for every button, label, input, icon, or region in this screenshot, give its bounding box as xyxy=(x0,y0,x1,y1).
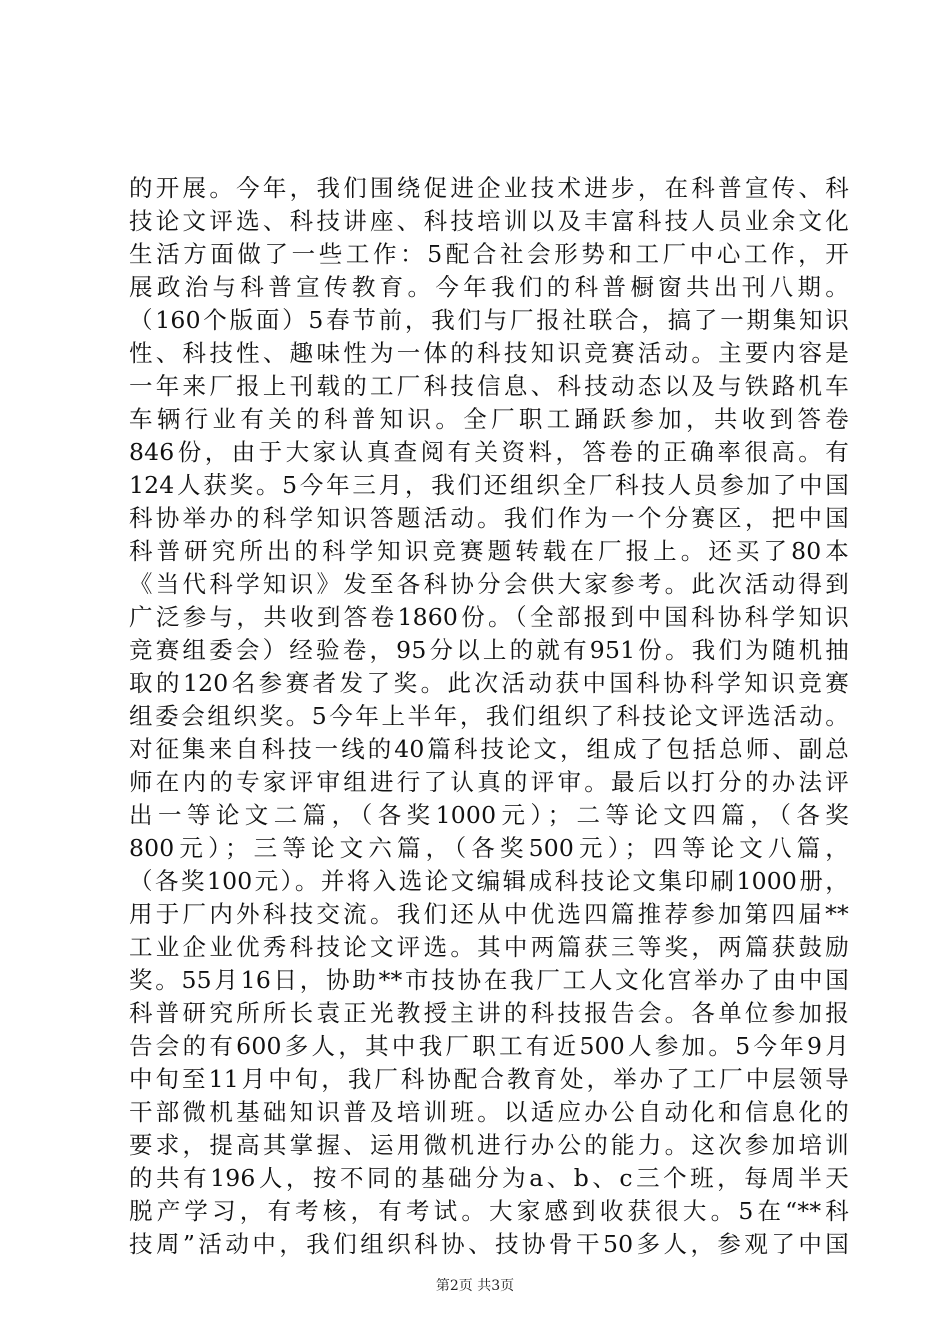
text-line: 科协举办的科学知识答题活动。我们作为一个分赛区，把中国 xyxy=(129,504,849,532)
text-line: 出一等论文二篇，（各奖1000元）；二等论文四篇，（各奖 xyxy=(129,801,849,829)
text-line: 的开展。今年，我们围绕促进企业技术进步，在科普宣传、科 xyxy=(129,174,849,202)
text-line: 科普研究所所长袁正光教授主讲的科技报告会。各单位参加报 xyxy=(129,999,849,1027)
text-line: 技周”活动中，我们组织科协、技协骨干50多人，参观了中国 xyxy=(129,1230,849,1258)
text-line: 《当代科学知识》发至各科协分会供大家参考。此次活动得到 xyxy=(129,570,849,598)
text-line: 技论文评选、科技讲座、科技培训以及丰富科技人员业余文化 xyxy=(129,207,849,235)
body-text xyxy=(129,172,849,1261)
text-line: 846份，由于大家认真查阅有关资料，答卷的正确率很高。有 xyxy=(129,438,849,466)
text-line: 干部微机基础知识普及培训班。以适应办公自动化和信息化的 xyxy=(129,1098,849,1126)
text-line: 取的120名参赛者发了奖。此次活动获中国科协科学知识竞赛 xyxy=(129,669,849,697)
text-line: 要求，提高其掌握、运用微机进行办公的能力。这次参加培训 xyxy=(129,1131,849,1159)
text-line: 奖。55月16日，协助**市技协在我厂工人文化宫举办了由中国 xyxy=(129,966,849,994)
text-line: 组委会组织奖。5今年上半年，我们组织了科技论文评选活动。 xyxy=(129,702,849,730)
page-number-label: 第2页 共3页 xyxy=(435,1278,515,1294)
text-line: 对征集来自科技一线的40篇科技论文，组成了包括总师、副总 xyxy=(129,735,849,763)
text-line: （160个版面）5春节前，我们与厂报社联合，搞了一期集知识 xyxy=(129,306,849,334)
text-line: 工业企业优秀科技论文评选。其中两篇获三等奖，两篇获鼓励 xyxy=(129,933,849,961)
text-line: （各奖100元）。并将入选论文编辑成科技论文集印刷1000册， xyxy=(129,867,849,895)
text-line: 中旬至11月中旬，我厂科协配合教育处，举办了工厂中层领导 xyxy=(129,1065,849,1093)
text-line: 广泛参与，共收到答卷1860份。（全部报到中国科协科学知识 xyxy=(129,603,849,631)
text-line: 告会的有600多人，其中我厂职工有近500人参加。5今年9月 xyxy=(129,1032,849,1060)
page-footer xyxy=(0,1275,950,1295)
text-line: 车辆行业有关的科普知识。全厂职工踊跃参加，共收到答卷 xyxy=(129,405,849,433)
text-line: 展政治与科普宣传教育。今年我们的科普橱窗共出刊八期。 xyxy=(129,273,849,301)
text-line: 一年来厂报上刊载的工厂科技信息、科技动态以及与铁路机车 xyxy=(129,372,849,400)
text-line: 性、科技性、趣味性为一体的科技知识竞赛活动。主要内容是 xyxy=(129,339,849,367)
text-line: 师在内的专家评审组进行了认真的评审。最后以打分的办法评 xyxy=(129,768,849,796)
text-line: 脱产学习，有考核，有考试。大家感到收获很大。5在“**科 xyxy=(129,1197,849,1225)
text-line: 科普研究所出的科学知识竞赛题转载在厂报上。还买了80本 xyxy=(129,537,849,565)
text-line: 生活方面做了一些工作：5配合社会形势和工厂中心工作，开 xyxy=(129,240,849,268)
text-line: 竞赛组委会）经验卷，95分以上的就有951份。我们为随机抽 xyxy=(129,636,849,664)
text-line: 用于厂内外科技交流。我们还从中优选四篇推荐参加第四届** xyxy=(129,900,849,928)
text-line: 的共有196人，按不同的基础分为a、b、c三个班，每周半天 xyxy=(129,1164,849,1192)
text-line: 124人获奖。5今年三月，我们还组织全厂科技人员参加了中国 xyxy=(129,471,849,499)
text-line: 800元）；三等论文六篇，（各奖500元）；四等论文八篇， xyxy=(129,834,849,862)
